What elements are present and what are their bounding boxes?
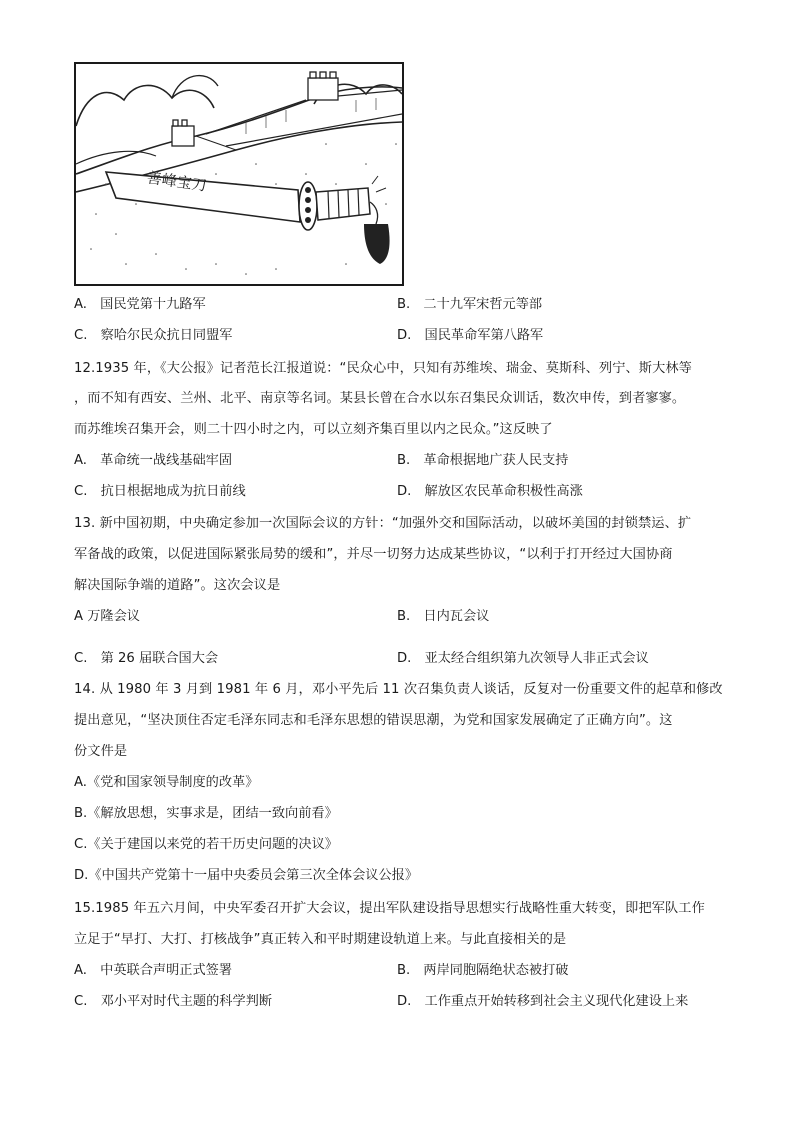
- q12-option-a: A. 革命统一战线基础牢固: [74, 453, 233, 468]
- q15-stem-line-2: 立足于“早打、大打、打核战争”真正转入和平时期建设轨道上来。与此直接相关的是: [74, 932, 567, 947]
- q15-option-a: A. 中英联合声明正式签署: [74, 963, 233, 978]
- q15-option-c: C. 邓小平对时代主题的科学判断: [74, 994, 273, 1009]
- q12-option-c: C. 抗日根据地成为抗日前线: [74, 484, 246, 499]
- q14-option-a: A.《党和国家领导制度的改革》: [74, 775, 259, 790]
- q14-option-d: D.《中国共产党第十一届中央委员会第三次全体会议公报》: [74, 868, 419, 883]
- q12-option-b: B. 革命根据地广获人民支持: [397, 453, 569, 468]
- q15-option-b: B. 两岸同胞隔绝状态被打破: [397, 963, 569, 978]
- q13-option-d: D. 亚太经合组织第九次领导人非正式会议: [397, 651, 649, 666]
- q14-option-b: B.《解放思想，实事求是，团结一致向前看》: [74, 806, 338, 821]
- cartoon-great-wall-sword-icon: [76, 64, 402, 284]
- q13-stem-line-2: 军备战的政策，以促进国际紧张局势的缓和”，并尽一切努力达成某些协议，“以利于打开经过大国协商: [74, 547, 673, 562]
- q12-stem-line-3: 而苏维埃召集开会，则二十四小时之内，可以立刻齐集百里以内之民众。”这反映了: [74, 422, 553, 437]
- q12-option-d: D. 解放区农民革命积极性高涨: [397, 484, 583, 499]
- q12-stem-line-2: ，而不知有西安、兰州、北平、南京等名词。某县长曾在合水以东召集民众训话，数次申传，到者寥寥。: [74, 391, 686, 406]
- cartoon-figure: [74, 62, 404, 286]
- q11-option-b: B. 二十九军宋哲元等部: [397, 297, 543, 312]
- q12-stem-line-1: 12.1935 年，《大公报》记者范长江报道说：“民众心中，只知有苏维埃、瑞金、莫斯科、列宁、斯大林等: [74, 361, 692, 376]
- q11-option-d: D. 国民革命军第八路军: [397, 328, 544, 343]
- q14-stem-line-3: 份文件是: [74, 744, 128, 759]
- q13-option-b: B. 日内瓦会议: [397, 609, 490, 624]
- q11-option-c: C. 察哈尔民众抗日同盟军: [74, 328, 233, 343]
- q14-stem-line-1: 14. 从 1980 年 3 月到 1981 年 6 月，邓小平先后 11 次召集负责人谈话，反复对一份重要文件的起草和修改: [74, 682, 723, 697]
- q11-option-a: A. 国民党第十九路军: [74, 297, 206, 312]
- q13-stem-line-3: 解决国际争端的道路”。这次会议是: [74, 578, 281, 593]
- q15-option-d: D. 工作重点开始转移到社会主义现代化建设上来: [397, 994, 689, 1009]
- sword-caption: 善峰宝刀: [145, 168, 208, 195]
- q13-option-a: A 万隆会议: [74, 609, 140, 624]
- q14-stem-line-2: 提出意见，“坚决顶住否定毛泽东同志和毛泽东思想的错误思潮，为党和国家发展确定了正确方向”。这: [74, 713, 673, 728]
- q13-stem-line-1: 13. 新中国初期，中央确定参加一次国际会议的方针：“加强外交和国际活动，以破坏美国的封锁禁运、扩: [74, 516, 692, 531]
- q13-option-c: C. 第 26 届联合国大会: [74, 651, 219, 666]
- q15-stem-line-1: 15.1985 年五六月间，中央军委召开扩大会议，提出军队建设指导思想实行战略性重大转变，即把军队工作: [74, 901, 705, 916]
- q14-option-c: C.《关于建国以来党的若干历史问题的决议》: [74, 837, 338, 852]
